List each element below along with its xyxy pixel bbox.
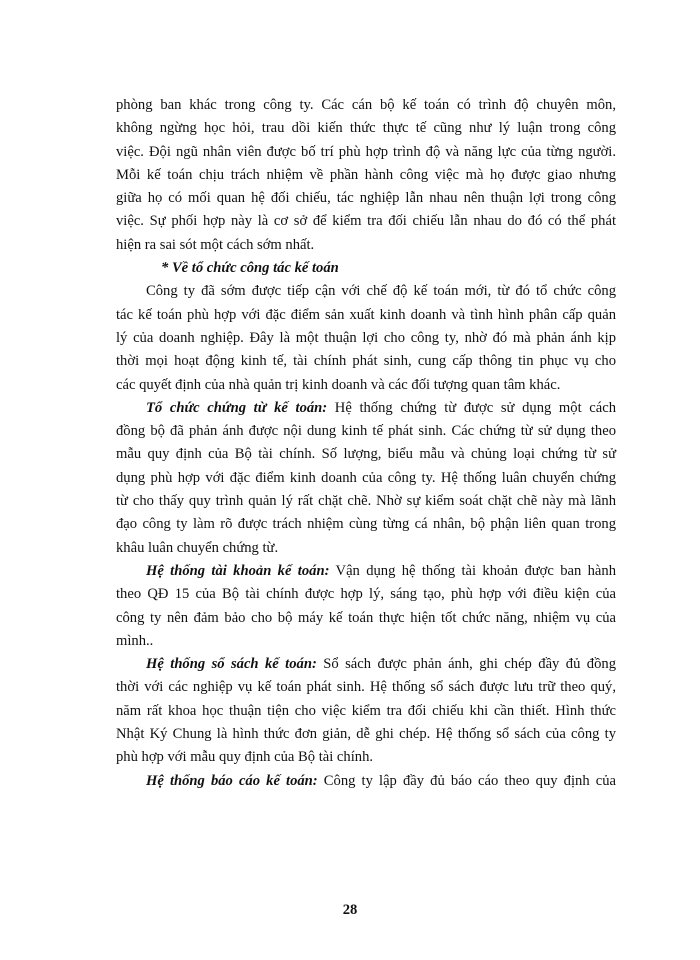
text-line: dụng phù hợp với đặc điểm kinh doanh của công ty. Hệ thống luân chuyển chứng <box>116 469 616 486</box>
text-line: việc. Đội ngũ nhân viên được bố trí phù hợp trình độ và năng lực của từng người. <box>116 143 616 160</box>
text-line: các quyết định của nhà quản trị kinh doanh và các đối tượng quan tâm khác. <box>116 376 561 393</box>
text-line: khâu luân chuyển chứng từ. <box>116 539 279 556</box>
text-line: giữa họ có mối quan hệ đối chiếu, tác nghiệp lẫn nhau nên thuận lợi trong công <box>116 190 616 207</box>
text-line: mẫu quy định của Bộ tài chính. Số lượng, biểu mẫu và chủng loại chứng từ sử <box>116 446 616 463</box>
text-line: phòng ban khác trong công ty. Các cán bộ kế toán có trình độ chuyên môn, <box>116 97 616 113</box>
text-line: theo QĐ 15 của Bộ tài chính được hợp lý, sáng tạo, phù hợp với điều kiện của <box>116 586 616 603</box>
text-line: phù hợp với mẫu quy định của Bộ tài chính. <box>116 749 374 766</box>
text-line: năm rất khoa học thuận tiện cho việc kiểm tra đối chiếu khi cần thiết. Hình thức <box>116 702 616 719</box>
inline-heading: Hệ thống tài khoản kế toán: <box>146 562 330 579</box>
text-line: đạo công ty làm rõ được trách nhiệm cùng từng cá nhân, bộ phận liên quan trong <box>116 516 616 533</box>
document-body <box>116 94 616 793</box>
text-line: hiện ra sai sót một cách sớm nhất. <box>116 236 315 253</box>
page-number: 28 <box>342 902 358 918</box>
inline-heading: Hệ thống sổ sách kế toán: <box>146 656 317 673</box>
text-line: tác kế toán phù hợp với đặc điểm sản xuất kinh doanh và tình hình phân cấp quản <box>116 306 616 323</box>
inline-text: Hệ thống chứng từ được sử dụng một cách <box>334 399 616 416</box>
paragraph-first-line <box>116 653 616 676</box>
text-line: mình.. <box>116 632 154 649</box>
inline-text: Sổ sách được phản ánh, ghi chép đầy đủ đồng <box>323 656 616 673</box>
inline-heading: Tổ chức chứng từ kế toán: <box>146 399 328 416</box>
inline-text: Vận dụng hệ thống tài khoản được ban hành <box>335 562 616 579</box>
text-line: lý của doanh nghiệp. Đây là một thuận lợi cho công ty, nhờ đó mà phản ánh kịp <box>116 329 616 346</box>
text-line: công ty nên đảm bảo cho bộ máy kế toán thực hiện tốt chức năng, nhiệm vụ của <box>116 609 616 626</box>
text-line: thời với các nghiệp vụ kế toán phát sinh. Hệ thống sổ sách được lưu trữ theo quý, <box>116 679 616 696</box>
text-line: Mỗi kế toán chịu trách nhiệm về phần hành công việc mà họ được giao nhưng <box>116 166 616 183</box>
text-line: việc. Sự phối hợp này là cơ sở để kiểm tra đối chiếu lẫn nhau do đó có thể phát <box>116 213 616 230</box>
paragraph-first-line <box>116 560 616 583</box>
text-line: không ngừng học hỏi, trau dồi kiến thức thực tế cũng như lý luận trong công <box>116 120 616 137</box>
text-line: Nhật Ký Chung là hình thức đơn giản, dễ ghi chép. Hệ thống sổ sách của công ty <box>116 726 616 743</box>
inline-heading: Hệ thống báo cáo kế toán: <box>146 772 318 789</box>
inline-text: Công ty lập đầy đủ báo cáo theo quy định của <box>323 772 616 789</box>
text-line: đồng bộ đã phản ánh được nội dung kinh tế phát sinh. Các chứng từ sử dụng theo <box>116 423 616 440</box>
paragraph-first-line <box>116 770 616 793</box>
text-line: từ cho thấy quy trình quản lý rất chặt chẽ. Nhờ sự kiểm soát chặt chẽ này mà lãnh <box>116 493 616 510</box>
paragraph-first-line <box>116 397 616 420</box>
section-heading: * Về tổ chức công tác kế toán <box>161 260 339 277</box>
text-line: Công ty đã sớm được tiếp cận với chế độ kế toán mới, từ đó tổ chức công <box>146 283 616 300</box>
text-line: thời mọi hoạt động kinh tế, tài chính phát sinh, cung cấp thông tin phục vụ cho <box>116 353 616 370</box>
